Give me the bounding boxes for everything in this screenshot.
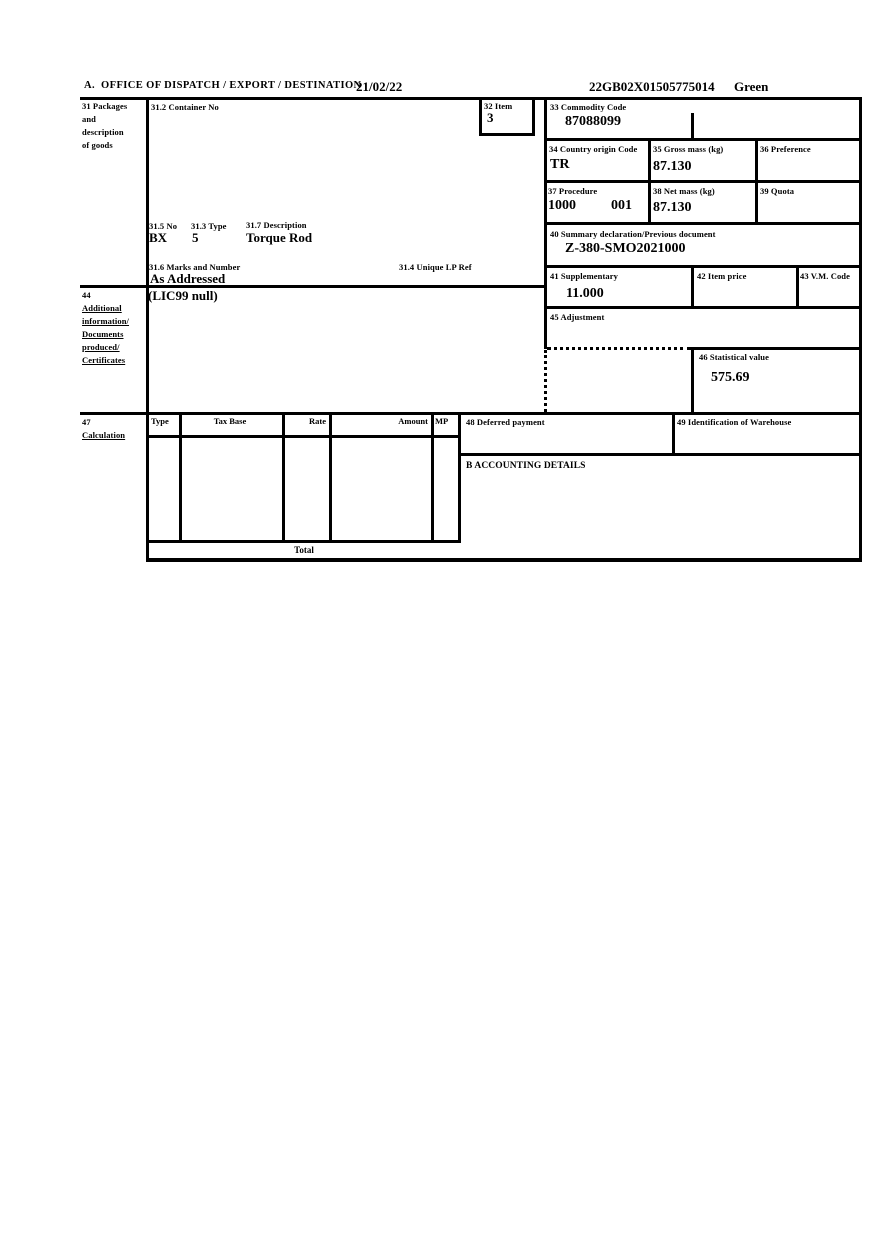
box35-label: 35 Gross mass (kg) [653,144,724,154]
divider-41-45 [544,306,862,309]
col-taxbase-right [282,412,285,543]
col-amount-right [431,412,434,543]
box46-value: 575.69 [711,370,750,385]
box34-value: TR [550,157,570,172]
box44-side-label-number: 44 [82,290,91,300]
box31-no-label: 31.5 No [149,221,178,231]
box35-value: 87.130 [653,159,692,174]
divider-45-46 [691,347,862,350]
box31-lp-ref-label: 31.4 Unique LP Ref [399,262,472,272]
box47-side-label: Calculation [82,430,126,440]
commodity-code-subdivision [691,113,694,141]
box31-type-label: 31.3 Type [191,221,227,231]
box40-value: Z-380-SMO2021000 [565,241,686,256]
dotted-divider-45 [547,347,691,350]
box44-value: (LIC99 null) [148,288,218,303]
divider-37-40 [544,222,862,225]
box46-label: 46 Statistical value [699,352,769,362]
box31-description-label: 31.7 Description [246,220,307,230]
box37-value-1: 1000 [548,198,576,213]
box36-label: 36 Preference [760,144,811,154]
col-header-rate: Rate [309,416,326,426]
col-header-tax-base: Tax Base [213,416,247,426]
box34-label: 34 Country origin Code [549,144,638,154]
box38-value: 87.130 [653,200,692,215]
box31-side-label: 31 Packages and description of goods [82,101,128,150]
border-left-46 [691,347,694,415]
col-header-type: Type [151,416,169,426]
divider-48-accounting [458,453,862,456]
divider-35-36 [755,138,758,225]
divider-42-43 [796,265,799,309]
box37-label: 37 Procedure [548,186,598,196]
box32-value: 3 [487,110,494,125]
divider-48-49 [672,412,675,456]
col-type-right [179,412,182,543]
section-a-title: A. OFFICE OF DISPATCH / EXPORT / DESTINATION [84,80,362,91]
box47-side-label-number: 47 [82,417,91,427]
box31-description-value: Torque Rod [246,230,313,245]
box31-marks-value: As Addressed [150,271,226,286]
box41-label: 41 Supplementary [550,271,618,281]
border-right [859,97,862,562]
date-stamp: 21/02/22 [356,79,403,94]
divider-44-47 [80,412,862,415]
col-rate-right [329,412,332,543]
divider-34-37 [544,180,862,183]
border-label-column [146,97,149,562]
box33-value: 87088099 [565,114,621,129]
col-header-amount: Amount [398,416,428,426]
box45-label: 45 Adjustment [550,312,605,322]
box39-label: 39 Quota [760,186,795,196]
box32-label: 32 Item [484,101,513,111]
table-header-bottom [146,435,461,438]
box31-container-label: 31.2 Container No [151,102,219,112]
border-top [80,97,862,100]
box44-side-label: Additional information/ Documents produced/ Certificates [82,303,130,365]
box31-no-value: BX [149,230,168,245]
divider-34-35 [648,138,651,225]
box40-label: 40 Summary declaration/Previous document [550,229,716,239]
routing-status: Green [734,79,769,94]
table-body-bottom [146,540,461,543]
divider-41-42 [691,265,694,309]
border-bottom [146,558,862,562]
box31-marks-label: 31.6 Marks and Number [149,262,241,272]
box43-label: 43 V.M. Code [800,271,851,281]
box37-value-2: 001 [611,198,632,213]
box33-label: 33 Commodity Code [550,102,627,112]
box31-type-value: 5 [192,230,199,245]
divider-33-34 [544,138,862,141]
box48-label: 48 Deferred payment [466,417,545,427]
box42-label: 42 Item price [697,271,747,281]
box38-label: 38 Net mass (kg) [653,186,715,196]
divider-40-41 [544,265,862,268]
box49-label: 49 Identification of Warehouse [677,417,792,427]
accounting-details-label: B ACCOUNTING DETAILS [466,461,586,471]
box41-value: 11.000 [566,286,604,301]
col-header-mp: MP [435,416,449,426]
dotted-border-left-46 [544,350,547,412]
mrn-number: 22GB02X01505775014 [589,79,715,94]
col-mp-right [458,412,461,543]
total-label: Total [294,545,314,555]
